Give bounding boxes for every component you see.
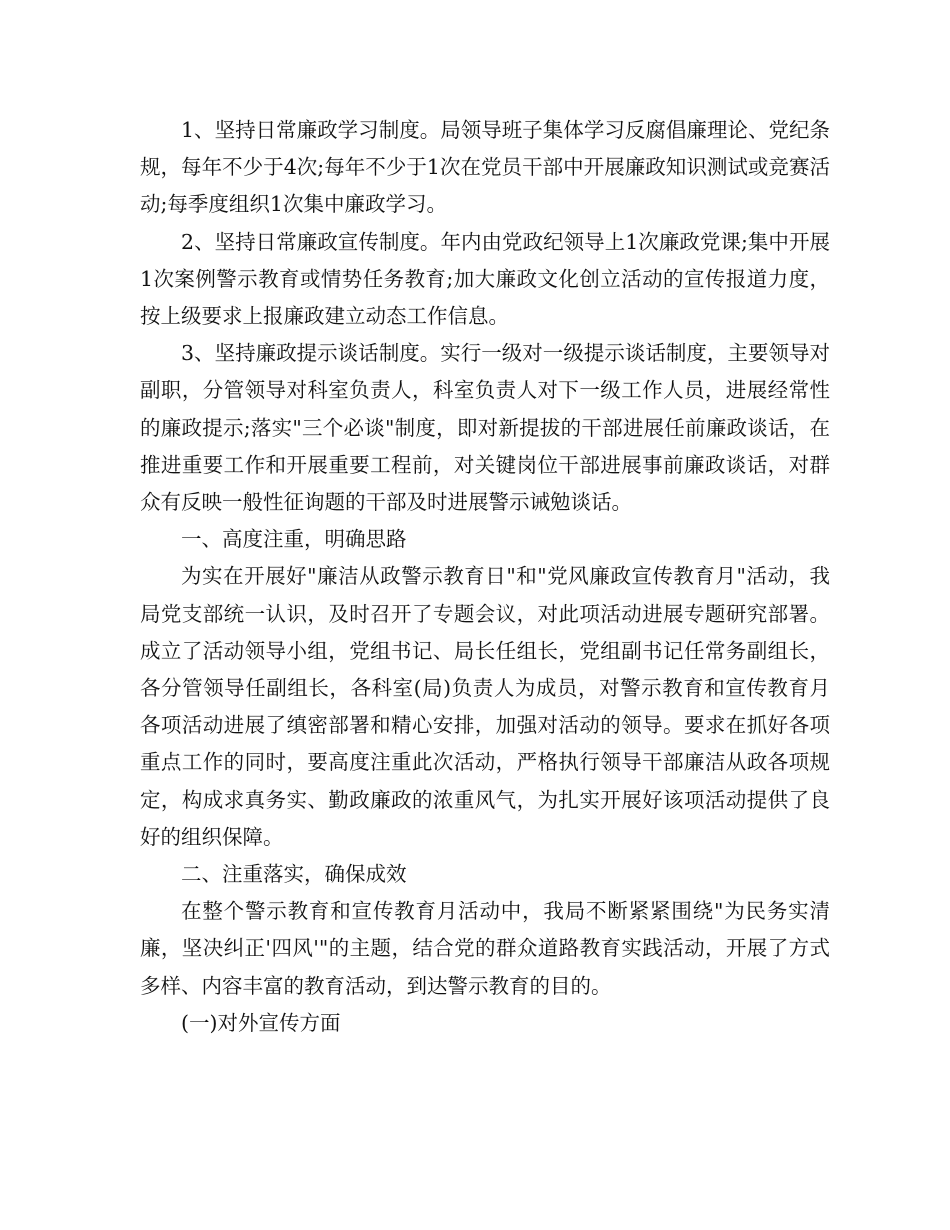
section-heading-1: 一、高度注重，明确思路 xyxy=(181,527,407,552)
subsection-heading-external-publicity: (一)对外宣传方面 xyxy=(181,1010,341,1035)
section-heading-2: 二、注重落实，确保成效 xyxy=(181,862,407,887)
paragraph-section-1: 为实在开展好"廉洁从政警示教育日"和"党风廉政宣传教育月"活动，我局党支部统一认识，及时召开了专题会议，对此项活动进展专题研究部署。成立了活动领导小组，党组书记、局长任组长，党组副书记任常务副组长，各分管领导任副组长，各科室(局)负责人为成员，对警示教育和宣传教育月各项活动进展了缜密部署和精心安排，加强对活动的领导。要求在抓好各项重点工作的同时，要高度注重此次活动，严格执行领导干部廉洁从政各项规定，构成求真务实、勤政廉政的浓重风气，为扎实开展好该项活动提供了良好的组织保障。 xyxy=(140,564,830,849)
document-body xyxy=(140,112,830,1042)
paragraph-publicity-system: 2、坚持日常廉政宣传制度。年内由党政纪领导上1次廉政党课;集中开展1次案例警示教育或情势任务教育;加大廉政文化创立活动的宣传报道力度，按上级要求上报廉政建立动态工作信息。 xyxy=(140,229,830,329)
paragraph-study-system: 1、坚持日常廉政学习制度。局领导班子集体学习反腐倡廉理论、党纪条规，每年不少于4次;每年不少于1次在党员干部中开展廉政知识测试或竞赛活动;每季度组织1次集中廉政学习。 xyxy=(140,118,830,217)
paragraph-section-2: 在整个警示教育和宣传教育月活动中，我局不断紧紧围绕"为民务实清廉，坚决纠正'四风'"的主题，结合党的群众道路教育实践活动，开展了方式多样、内容丰富的教育活动，到达警示教育的目的。 xyxy=(140,899,830,998)
paragraph-talk-system: 3、坚持廉政提示谈话制度。实行一级对一级提示谈话制度，主要领导对副职，分管领导对科室负责人，科室负责人对下一级工作人员，进展经常性的廉政提示;落实"三个必谈"制度，即对新提拔的干部进展任前廉政谈话，在推进重要工作和开展重要工程前，对关键岗位干部进展事前廉政谈话，对群众有反映一般性征询题的干部及时进展警示诫勉谈话。 xyxy=(140,341,830,515)
